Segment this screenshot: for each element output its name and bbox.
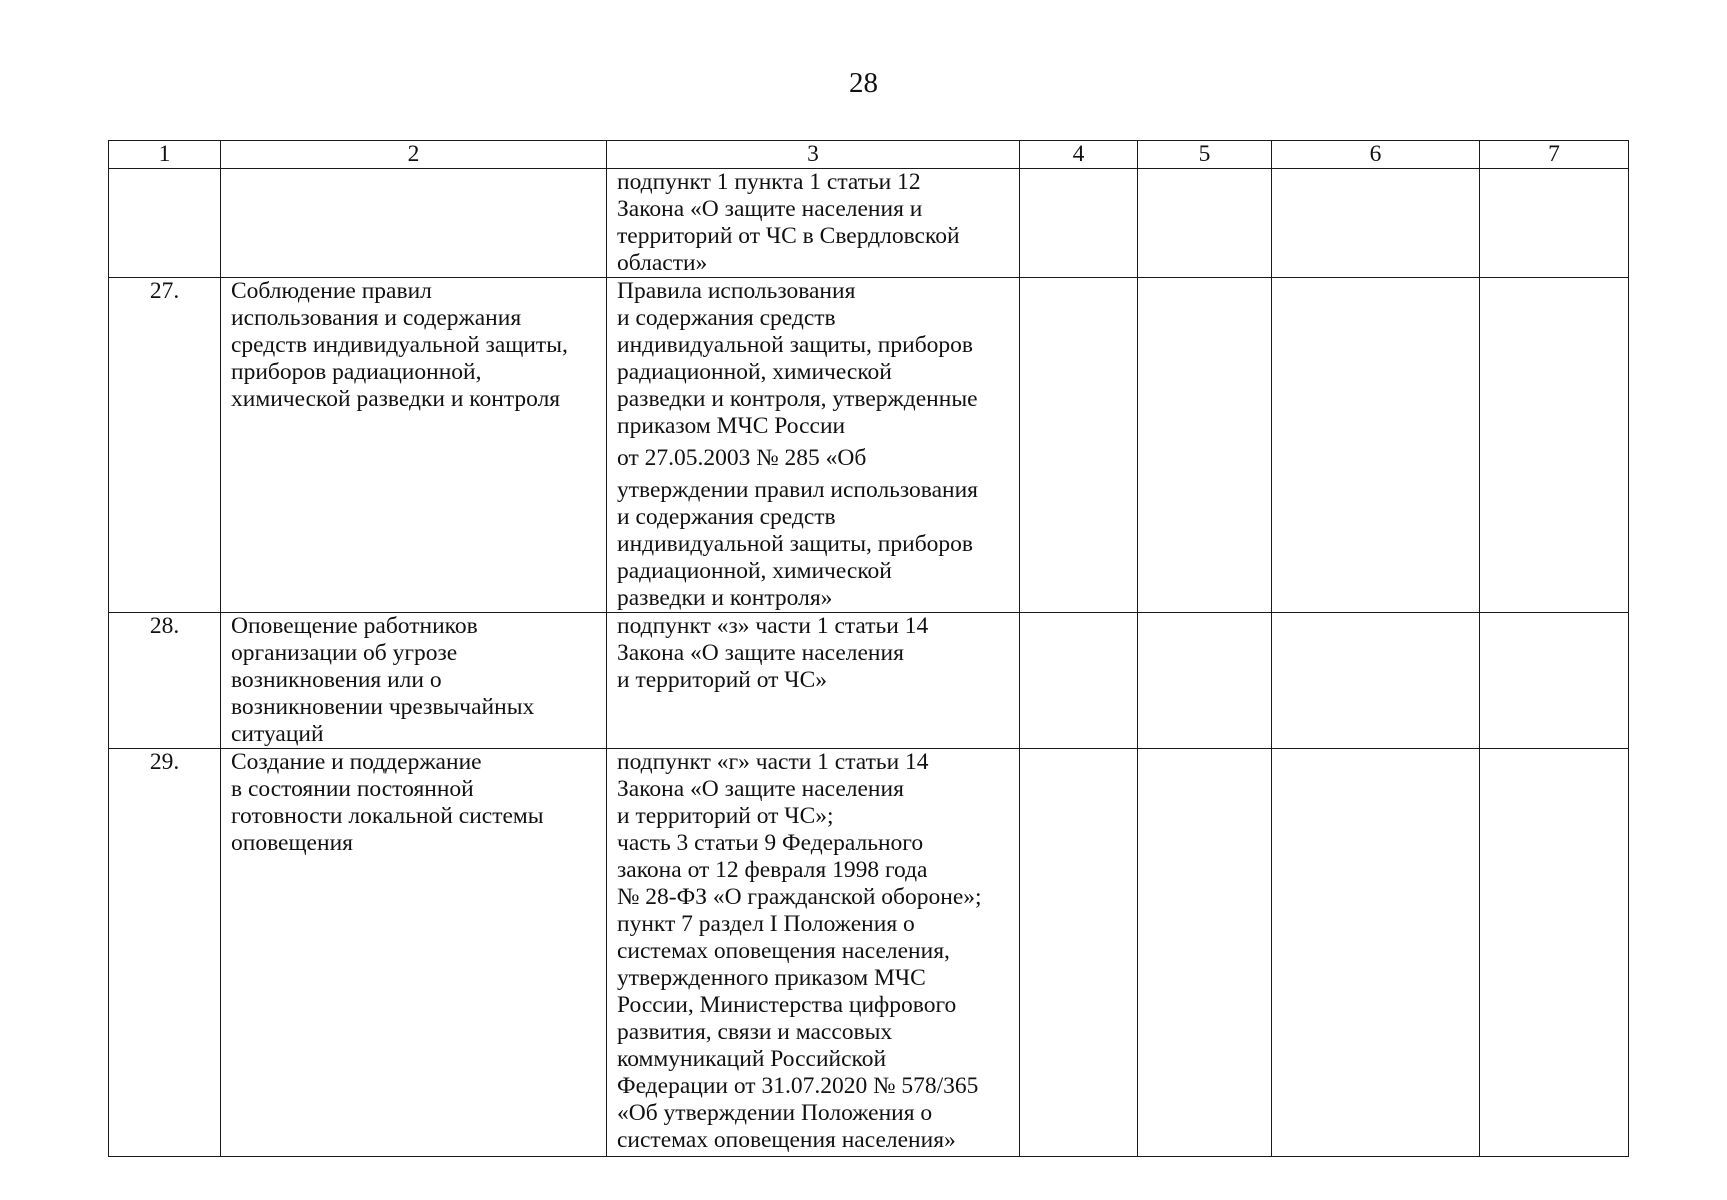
empty-cell xyxy=(1272,613,1480,749)
table-row xyxy=(109,749,1629,1157)
requirement-line: возникновения или о xyxy=(231,667,442,693)
legal-basis-line: и содержания средств xyxy=(617,504,836,530)
row-number-cell: 27. xyxy=(109,278,221,613)
requirement-line: Соблюдение правил xyxy=(231,278,432,304)
legal-basis-line: № 28-ФЗ «О гражданской обороне»; xyxy=(617,884,982,910)
legal-basis-line: радиационной, химической xyxy=(617,359,892,385)
table-row xyxy=(109,169,1629,278)
requirement-line: средств индивидуальной защиты, xyxy=(231,332,568,358)
legal-basis-cell xyxy=(607,169,1020,278)
column-header-1: 1 xyxy=(109,141,221,169)
empty-cell xyxy=(1020,278,1138,613)
empty-cell xyxy=(1138,613,1272,749)
requirement-line: готовности локальной системы xyxy=(231,803,544,829)
legal-basis-line: Закона «О защите населения и xyxy=(617,196,923,222)
requirement-line: Оповещение работников xyxy=(231,613,478,639)
legal-basis-line: и содержания средств xyxy=(617,305,836,331)
requirement-cell xyxy=(221,278,607,613)
legal-basis-line: России, Министерства цифрового xyxy=(617,992,957,1018)
legal-basis-line: системах оповещения населения, xyxy=(617,938,950,964)
empty-cell xyxy=(1272,749,1480,1157)
legal-basis-line: утверждении правил использования xyxy=(617,477,978,503)
legal-basis-line: подпункт 1 пункта 1 статьи 12 xyxy=(617,169,921,195)
requirement-line: химической разведки и контроля xyxy=(231,386,561,412)
legal-basis-line: разведки и контроля» xyxy=(617,585,833,611)
legal-basis-line: индивидуальной защиты, приборов xyxy=(617,531,974,557)
legal-basis-line: Закона «О защите населения xyxy=(617,640,904,666)
legal-basis-line: часть 3 статьи 9 Федерального xyxy=(617,830,924,856)
legal-basis-line: пункт 7 раздел I Положения о xyxy=(617,911,915,937)
empty-cell xyxy=(1272,278,1480,613)
legal-basis-line: подпункт «з» части 1 статьи 14 xyxy=(617,613,929,639)
requirements-table xyxy=(108,140,1629,1157)
column-header-4: 4 xyxy=(1020,141,1138,169)
legal-basis-line: развития, связи и массовых xyxy=(617,1019,893,1045)
column-header-6: 6 xyxy=(1272,141,1480,169)
legal-basis-line: Правила использования xyxy=(617,278,856,304)
empty-cell xyxy=(1020,613,1138,749)
legal-basis-line: индивидуальной защиты, приборов xyxy=(617,332,974,358)
requirement-cell xyxy=(221,613,607,749)
requirement-cell xyxy=(221,169,607,278)
legal-basis-line: и территорий от ЧС» xyxy=(617,667,827,693)
requirement-line: в состоянии постоянной xyxy=(231,776,474,802)
legal-basis-line: закона от 12 февраля 1998 года xyxy=(617,857,928,883)
table-row xyxy=(109,613,1629,749)
column-header-2: 2 xyxy=(221,141,607,169)
empty-cell xyxy=(1138,749,1272,1157)
empty-cell xyxy=(1480,169,1629,278)
row-number-cell: 29. xyxy=(109,749,221,1157)
legal-basis-line: и территорий от ЧС»; xyxy=(617,803,834,829)
empty-cell xyxy=(1480,749,1629,1157)
legal-basis-line: системах оповещения населения» xyxy=(617,1127,956,1153)
legal-basis-line: утвержденного приказом МЧС xyxy=(617,965,926,991)
requirement-cell xyxy=(221,749,607,1157)
row-number-cell xyxy=(109,169,221,278)
empty-cell xyxy=(1480,278,1629,613)
column-header-3: 3 xyxy=(607,141,1020,169)
legal-basis-line: области» xyxy=(617,250,708,276)
requirement-line: приборов радиационной, xyxy=(231,359,482,385)
legal-basis-line: «Об утверждении Положения о xyxy=(617,1100,933,1126)
requirement-line: Создание и поддержание xyxy=(231,749,482,775)
empty-cell xyxy=(1138,169,1272,278)
empty-cell xyxy=(1020,169,1138,278)
empty-cell xyxy=(1480,613,1629,749)
page-number: 28 xyxy=(849,67,878,99)
legal-basis-cell xyxy=(607,749,1020,1157)
requirement-line: оповещения xyxy=(231,830,353,856)
table-row xyxy=(109,278,1629,613)
legal-basis-line: подпункт «г» части 1 статьи 14 xyxy=(617,749,929,775)
row-number-cell: 28. xyxy=(109,613,221,749)
empty-cell xyxy=(1020,749,1138,1157)
legal-basis-line: радиационной, химической xyxy=(617,558,892,584)
legal-basis-cell xyxy=(607,613,1020,749)
legal-basis-line: коммуникаций Российской xyxy=(617,1046,887,1072)
requirement-line: организации об угрозе xyxy=(231,640,458,666)
legal-basis-line: Федерации от 31.07.2020 № 578/365 xyxy=(617,1073,979,1099)
requirement-line: возникновении чрезвычайных xyxy=(231,694,535,720)
empty-cell xyxy=(1138,278,1272,613)
legal-basis-line: от 27.05.2003 № 285 «Об xyxy=(617,445,867,471)
column-header-5: 5 xyxy=(1138,141,1272,169)
legal-basis-line: приказом МЧС России xyxy=(617,413,846,439)
requirement-line: использования и содержания xyxy=(231,305,522,331)
requirement-line: ситуаций xyxy=(231,721,324,747)
legal-basis-line: разведки и контроля, утвержденные xyxy=(617,386,978,412)
legal-basis-line: территорий от ЧС в Свердловской xyxy=(617,223,960,249)
empty-cell xyxy=(1272,169,1480,278)
legal-basis-cell xyxy=(607,278,1020,613)
legal-basis-line: Закона «О защите населения xyxy=(617,776,904,802)
column-header-7: 7 xyxy=(1480,141,1629,169)
column-number-header-row xyxy=(109,141,1629,169)
